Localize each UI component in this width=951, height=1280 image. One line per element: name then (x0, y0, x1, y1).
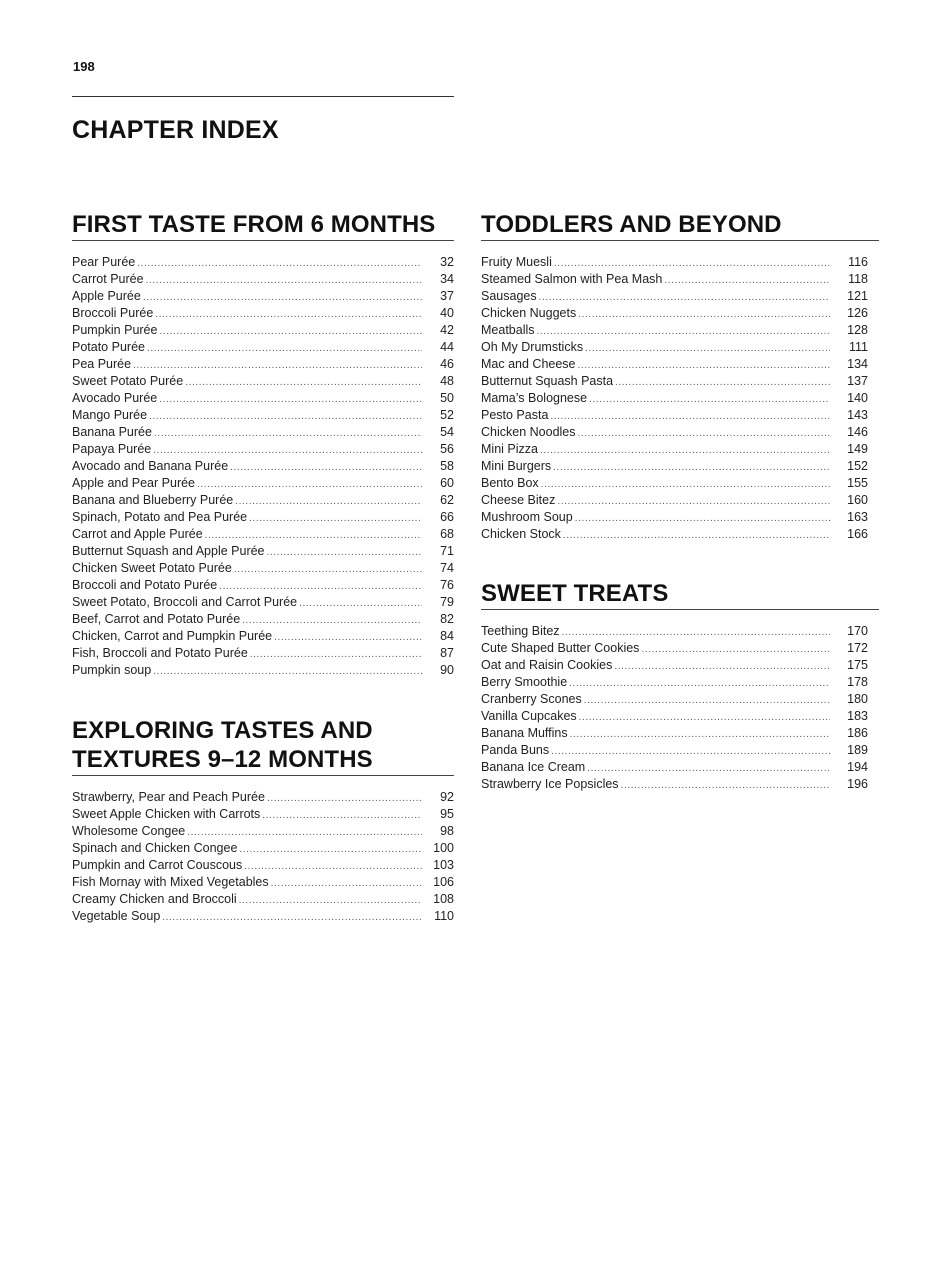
dot-leader (242, 612, 422, 629)
index-entry (481, 742, 868, 759)
entry-page-number: 116 (848, 255, 868, 269)
page-number: 198 (73, 59, 95, 74)
dot-leader (589, 391, 830, 408)
entry-page-number: 126 (847, 306, 868, 320)
entry-page-number: 66 (440, 510, 454, 524)
index-entry (72, 874, 454, 891)
entry-page-number: 108 (433, 892, 454, 906)
dot-leader (540, 442, 830, 459)
index-entry (72, 288, 454, 305)
index-entry (72, 458, 454, 475)
entry-title: Pear Purée (72, 255, 136, 269)
entry-title: Teething Bitez (481, 624, 560, 638)
entry-page-number: 106 (433, 875, 454, 889)
entry-page-number: 160 (847, 493, 868, 507)
index-entry (481, 254, 868, 271)
entry-title: Cranberry Scones (481, 692, 582, 706)
entry-title: Strawberry, Pear and Peach Purée (72, 790, 265, 804)
entry-title: Oat and Raisin Cookies (481, 658, 613, 672)
dot-leader (267, 790, 422, 807)
dot-leader (579, 709, 830, 726)
index-entry (72, 662, 454, 679)
entry-title: Banana Muffins (481, 726, 568, 740)
entry-page-number: 121 (847, 289, 868, 303)
dot-leader (551, 743, 830, 760)
index-entry (481, 640, 868, 657)
section-sweet-treats (481, 579, 879, 793)
entry-title: Meatballs (481, 323, 535, 337)
entry-page-number: 37 (440, 289, 454, 303)
index-entry (481, 305, 868, 322)
index-entry (481, 458, 868, 475)
index-entry (72, 271, 454, 288)
entry-page-number: 178 (847, 675, 868, 689)
entry-page-number: 92 (440, 790, 454, 804)
index-entry (72, 441, 454, 458)
dot-leader (553, 459, 830, 476)
dot-leader (185, 374, 422, 391)
dot-leader (197, 476, 422, 493)
entry-page-number: 34 (440, 272, 454, 286)
dot-leader (299, 595, 422, 612)
entry-title: Chicken Nuggets (481, 306, 577, 320)
entry-title: Vegetable Soup (72, 909, 161, 923)
entry-page-number: 172 (847, 641, 868, 655)
section-heading: SWEET TREATS (481, 579, 879, 610)
entry-title: Banana Purée (72, 425, 152, 439)
entry-title: Strawberry Ice Popsicles (481, 777, 619, 791)
index-entry (72, 560, 454, 577)
entry-title: Beef, Carrot and Potato Purée (72, 612, 241, 626)
entry-page-number: 71 (440, 544, 454, 558)
dot-leader (154, 425, 422, 442)
entry-title: Pesto Pasta (481, 408, 549, 422)
dot-leader (562, 624, 830, 641)
index-entry (72, 322, 454, 339)
entry-title: Apple and Pear Purée (72, 476, 196, 490)
dot-leader (153, 442, 422, 459)
index-entry (72, 891, 454, 908)
entry-page-number: 98 (440, 824, 454, 838)
entry-title: Pumpkin and Carrot Couscous (72, 858, 243, 872)
entry-title: Sausages (481, 289, 537, 303)
entry-title: Mini Pizza (481, 442, 538, 456)
entry-page-number: 40 (440, 306, 454, 320)
index-entry (481, 407, 868, 424)
dot-leader (230, 459, 422, 476)
entry-page-number: 76 (440, 578, 454, 592)
index-entry (481, 339, 868, 356)
entry-title: Butternut Squash Pasta (481, 374, 614, 388)
entry-title: Vanilla Cupcakes (481, 709, 577, 723)
entry-title: Broccoli Purée (72, 306, 154, 320)
index-entry (481, 271, 868, 288)
entry-title: Broccoli and Potato Purée (72, 578, 218, 592)
dot-leader (641, 641, 830, 658)
dot-leader (235, 493, 422, 510)
entry-page-number: 180 (847, 692, 868, 706)
dot-leader (271, 875, 422, 892)
dot-leader (162, 909, 422, 926)
index-entry (72, 475, 454, 492)
entry-title: Steamed Salmon with Pea Mash (481, 272, 663, 286)
entry-title: Cheese Bitez (481, 493, 556, 507)
entry-title: Papaya Purée (72, 442, 152, 456)
entry-page-number: 196 (847, 777, 868, 791)
entry-page-number: 189 (847, 743, 868, 757)
dot-leader (219, 578, 422, 595)
entry-title: Chicken Stock (481, 527, 561, 541)
index-entry (72, 492, 454, 509)
entry-title: Butternut Squash and Apple Purée (72, 544, 265, 558)
index-entry (72, 509, 454, 526)
index-entry (481, 356, 868, 373)
entry-page-number: 48 (440, 374, 454, 388)
dot-leader (570, 726, 830, 743)
section-first-taste (72, 210, 454, 679)
entry-page-number: 95 (440, 807, 454, 821)
entry-title: Pumpkin Purée (72, 323, 158, 337)
index-entry (481, 390, 868, 407)
entry-title: Avocado Purée (72, 391, 158, 405)
index-entry (481, 623, 868, 640)
entry-title: Fruity Muesli (481, 255, 552, 269)
entry-page-number: 50 (440, 391, 454, 405)
index-entry (481, 674, 868, 691)
entry-title: Chicken Sweet Potato Purée (72, 561, 232, 575)
entry-page-number: 111 (848, 340, 868, 354)
entry-list (481, 254, 879, 543)
dot-leader (146, 272, 422, 289)
entry-page-number: 170 (847, 624, 868, 638)
entry-list (481, 623, 879, 793)
dot-leader (262, 807, 422, 824)
dot-leader (575, 510, 830, 527)
entry-title: Creamy Chicken and Broccoli (72, 892, 237, 906)
entry-list (72, 254, 454, 679)
index-entry (481, 509, 868, 526)
entry-title: Bento Box (481, 476, 539, 490)
entry-page-number: 82 (440, 612, 454, 626)
index-entry (481, 475, 868, 492)
entry-page-number: 143 (847, 408, 868, 422)
entry-title: Spinach and Chicken Congee (72, 841, 238, 855)
entry-page-number: 146 (847, 425, 868, 439)
section-heading: TODDLERS AND BEYOND (481, 210, 879, 241)
entry-page-number: 128 (847, 323, 868, 337)
index-entry (72, 373, 454, 390)
index-entry (72, 789, 454, 806)
index-entry (481, 373, 868, 390)
entry-page-number: 194 (847, 760, 868, 774)
dot-leader (557, 493, 830, 510)
entry-page-number: 103 (433, 858, 454, 872)
index-entry (72, 424, 454, 441)
index-entry (481, 776, 868, 793)
entry-page-number: 166 (847, 527, 868, 541)
chapter-title: CHAPTER INDEX (72, 116, 279, 144)
index-entry (72, 857, 454, 874)
index-entry (481, 424, 868, 441)
entry-page-number: 68 (440, 527, 454, 541)
dot-leader (205, 527, 422, 544)
entry-title: Wholesome Congee (72, 824, 186, 838)
entry-page-number: 52 (440, 408, 454, 422)
entry-page-number: 44 (440, 340, 454, 354)
entry-page-number: 186 (847, 726, 868, 740)
index-entry (481, 526, 868, 543)
dot-leader (147, 340, 422, 357)
entry-title: Cute Shaped Butter Cookies (481, 641, 640, 655)
entry-title: Sweet Potato Purée (72, 374, 184, 388)
index-entry (72, 645, 454, 662)
entry-title: Spinach, Potato and Pea Purée (72, 510, 248, 524)
dot-leader (155, 306, 422, 323)
entry-title: Chicken Noodles (481, 425, 576, 439)
entry-title: Mama’s Bolognese (481, 391, 588, 405)
index-entry (72, 611, 454, 628)
index-entry (72, 543, 454, 560)
entry-title: Mushroom Soup (481, 510, 573, 524)
entry-page-number: 56 (440, 442, 454, 456)
entry-page-number: 84 (440, 629, 454, 643)
entry-title: Mac and Cheese (481, 357, 576, 371)
entry-page-number: 32 (440, 255, 454, 269)
entry-title: Banana and Blueberry Purée (72, 493, 234, 507)
index-entry (72, 356, 454, 373)
entry-title: Panda Buns (481, 743, 550, 757)
index-entry (72, 254, 454, 271)
dot-leader (137, 255, 422, 272)
dot-leader (234, 561, 422, 578)
section-heading: FIRST TASTE FROM 6 MONTHS (72, 210, 454, 241)
entry-page-number: 134 (847, 357, 868, 371)
index-entry (72, 806, 454, 823)
entry-page-number: 118 (848, 272, 868, 286)
index-entry (72, 339, 454, 356)
dot-leader (149, 408, 422, 425)
index-entry (481, 691, 868, 708)
entry-title: Apple Purée (72, 289, 141, 303)
entry-title: Sweet Potato, Broccoli and Carrot Purée (72, 595, 298, 609)
dot-leader (244, 858, 422, 875)
dot-leader (159, 323, 422, 340)
dot-leader (578, 425, 831, 442)
index-entry (481, 725, 868, 742)
entry-page-number: 163 (847, 510, 868, 524)
dot-leader (615, 374, 830, 391)
dot-leader (664, 272, 830, 289)
entry-page-number: 79 (440, 595, 454, 609)
dot-leader (569, 675, 830, 692)
dot-leader (143, 289, 422, 306)
entry-page-number: 149 (847, 442, 868, 456)
entry-page-number: 60 (440, 476, 454, 490)
index-entry (72, 594, 454, 611)
entry-page-number: 140 (847, 391, 868, 405)
dot-leader (249, 510, 422, 527)
entry-list (72, 789, 454, 925)
dot-leader (584, 692, 830, 709)
dot-leader (187, 824, 422, 841)
entry-page-number: 152 (847, 459, 868, 473)
dot-leader (563, 527, 830, 544)
index-entry (72, 577, 454, 594)
index-entry (72, 305, 454, 322)
entry-title: Pea Purée (72, 357, 132, 371)
entry-title: Berry Smoothie (481, 675, 568, 689)
entry-title: Banana Ice Cream (481, 760, 586, 774)
index-entry (481, 708, 868, 725)
entry-title: Avocado and Banana Purée (72, 459, 229, 473)
dot-leader (578, 357, 830, 374)
index-entry (72, 407, 454, 424)
entry-title: Oh My Drumsticks (481, 340, 584, 354)
index-entry (481, 441, 868, 458)
dot-leader (250, 646, 422, 663)
entry-title: Pumpkin soup (72, 663, 152, 677)
dot-leader (159, 391, 422, 408)
entry-title: Chicken, Carrot and Pumpkin Purée (72, 629, 273, 643)
index-entry (72, 628, 454, 645)
section-heading-line-2: TEXTURES 9–12 MONTHS (72, 746, 373, 773)
entry-title: Mini Burgers (481, 459, 552, 473)
entry-page-number: 155 (847, 476, 868, 490)
index-entry (481, 492, 868, 509)
dot-leader (550, 408, 830, 425)
index-entry (72, 526, 454, 543)
entry-title: Fish, Broccoli and Potato Purée (72, 646, 248, 660)
section-toddlers-and-beyond (481, 210, 879, 543)
index-entry (481, 657, 868, 674)
dot-leader (539, 289, 830, 306)
dot-leader (541, 476, 830, 493)
dot-leader (133, 357, 422, 374)
dot-leader (578, 306, 830, 323)
section-heading-line-1: EXPLORING TASTES AND (72, 717, 373, 744)
dot-leader (587, 760, 830, 777)
entry-title: Sweet Apple Chicken with Carrots (72, 807, 261, 821)
dot-leader (274, 629, 422, 646)
index-entry (481, 322, 868, 339)
dot-leader (153, 663, 422, 680)
index-entry (72, 390, 454, 407)
entry-page-number: 110 (434, 909, 454, 923)
entry-page-number: 62 (440, 493, 454, 507)
entry-title: Mango Purée (72, 408, 148, 422)
entry-page-number: 183 (847, 709, 868, 723)
section-heading (72, 716, 454, 776)
dot-leader (621, 777, 830, 794)
entry-title: Potato Purée (72, 340, 145, 354)
entry-page-number: 90 (440, 663, 454, 677)
dot-leader (585, 340, 830, 357)
dot-leader (239, 892, 422, 909)
index-entry (481, 288, 868, 305)
dot-leader (614, 658, 830, 675)
entry-title: Carrot and Apple Purée (72, 527, 203, 541)
entry-page-number: 58 (440, 459, 454, 473)
dot-leader (554, 255, 830, 272)
entry-page-number: 87 (440, 646, 454, 660)
entry-page-number: 74 (440, 561, 454, 575)
dot-leader (267, 544, 422, 561)
dot-leader (537, 323, 831, 340)
top-rule (72, 96, 454, 97)
entry-page-number: 137 (847, 374, 868, 388)
entry-title: Fish Mornay with Mixed Vegetables (72, 875, 269, 889)
entry-page-number: 100 (433, 841, 454, 855)
index-entry (481, 759, 868, 776)
section-exploring-tastes (72, 716, 454, 925)
index-entry (72, 908, 454, 925)
index-entry (72, 840, 454, 857)
entry-title: Carrot Purée (72, 272, 144, 286)
index-entry (72, 823, 454, 840)
entry-page-number: 175 (847, 658, 868, 672)
dot-leader (239, 841, 422, 858)
entry-page-number: 46 (440, 357, 454, 371)
entry-page-number: 54 (440, 425, 454, 439)
entry-page-number: 42 (440, 323, 454, 337)
